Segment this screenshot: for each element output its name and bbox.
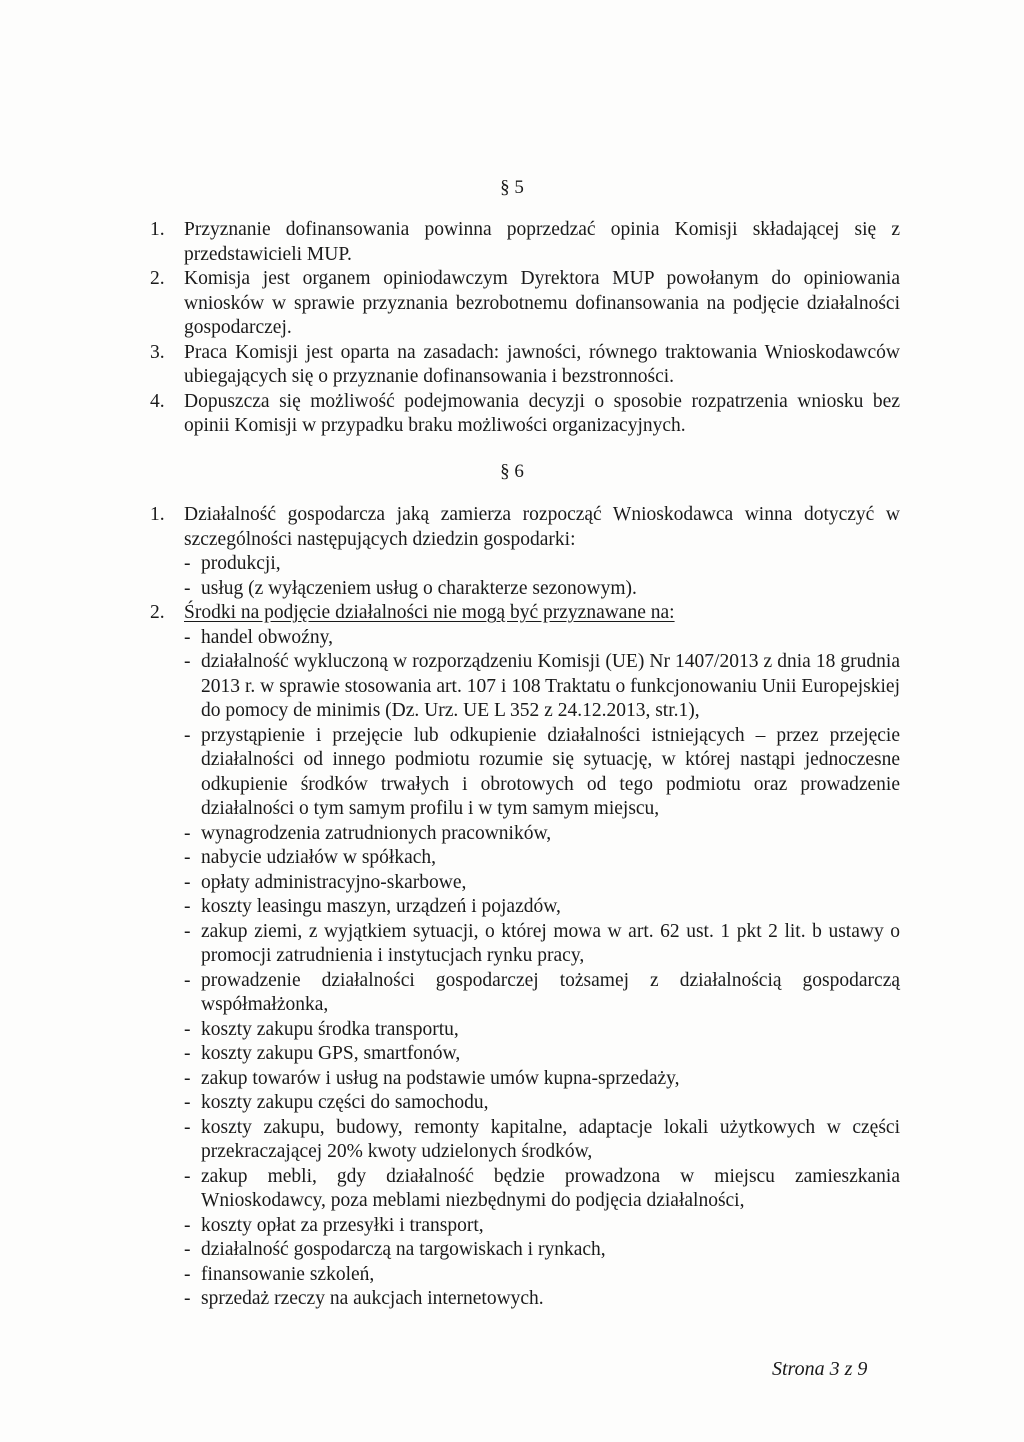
dash-item: - wynagrodzenia zatrudnionych pracowników,: [184, 822, 900, 847]
dash-item-text: finansowanie szkoleń,: [201, 1263, 375, 1285]
dash-item-text: koszty leasingu maszyn, urządzeń i pojazdów,: [201, 896, 561, 917]
section-5-title: § 5: [500, 177, 524, 198]
dash-item-text: koszty opłat za przesyłki i transport,: [201, 1214, 484, 1236]
item-number: 4.: [150, 390, 165, 412]
dash-item: - działalność gospodarczą na targowiskach i rynkach,: [184, 1238, 900, 1263]
dash-item-text: nabycie udziałów w spółkach,: [201, 847, 437, 868]
list-item: [150, 601, 900, 1312]
item-number: 3.: [150, 341, 165, 363]
dash-item: - usług (z wyłączeniem usług o charakterze sezonowym).: [184, 577, 900, 602]
dash-item: - sprzedaż rzeczy na aukcjach internetowych.: [184, 1287, 900, 1312]
dash-item: - koszty opłat za przesyłki i transport,: [184, 1214, 900, 1239]
dash-item-text: handel obwoźny,: [201, 626, 333, 648]
dash-item-text: zakup towarów i usług na podstawie umów kupna-sprzedaży,: [201, 1067, 680, 1089]
dash-item: - zakup towarów i usług na podstawie umów kupna-sprzedaży,: [184, 1067, 900, 1092]
dash-item-text: koszty zakupu części do samochodu,: [201, 1092, 489, 1113]
dash-item-text: koszty zakupu środka transportu,: [201, 1018, 459, 1040]
dash-item: - koszty zakupu GPS, smartfonów,: [184, 1042, 900, 1067]
dash-item-text: sprzedaż rzeczy na aukcjach internetowych.: [201, 1288, 544, 1309]
section-5-list: [150, 218, 900, 439]
item-number: 1.: [150, 219, 165, 240]
list-item: [150, 218, 900, 267]
dash-item-text: działalność wykluczoną w rozporządzeniu Komisji (UE) Nr 1407/2013 z dnia 18 grudnia 2013 r. w sprawie stosowania art. 107 i 108 Traktatu o funkcjonowaniu Unii Europejskiej do pomocy de minimis (Dz. Urz. UE L 352 z 24.12.2013, str.1),: [201, 651, 900, 721]
page-number: Strona 3 z 9: [772, 1358, 868, 1380]
dash-item: - prowadzenie działalności gospodarczej tożsamej z działalnością gospodarczą współmałżonka,: [184, 969, 900, 1018]
dash-item: - koszty zakupu części do samochodu,: [184, 1091, 900, 1116]
item-text: Praca Komisji jest oparta na zasadach: jawności, równego traktowania Wnioskodawców ubiegających się o przyznanie dofinansowania i bezstronności.: [184, 341, 900, 387]
dash-item-text: zakup mebli, gdy działalność będzie prowadzona w miejscu zamieszkania Wnioskodawcy, poza meblami niezbędnymi do podjęcia działalności,: [201, 1165, 900, 1211]
dash-item-text: działalność gospodarczą na targowiskach i rynkach,: [201, 1239, 606, 1260]
dash-item-text: koszty zakupu GPS, smartfonów,: [201, 1043, 461, 1064]
dash-list: [184, 552, 900, 601]
dash-item: - finansowanie szkoleń,: [184, 1263, 900, 1288]
item-number: 1.: [150, 504, 165, 525]
dash-item: - koszty zakupu środka transportu,: [184, 1018, 900, 1043]
item-text: Działalność gospodarcza jaką zamierza rozpocząć Wnioskodawca winna dotyczyć w szczególności następujących dziedzin gospodarki:: [184, 504, 900, 550]
dash-item-text: przystąpienie i przejęcie lub odkupienie działalności istniejących – przez przejęcie działalności od innego podmiotu rozumie się sytuację, w której nastąpi jednoczesne odkupienie środków trwałych i obrotowych od tego podmiotu oraz prowadzenie działalności o tym samym profilu i w tym samym miejscu,: [201, 724, 900, 819]
dash-item-text: koszty zakupu, budowy, remonty kapitalne, adaptacje lokali użytkowych w części przekraczającej 20% kwoty udzielonych środków,: [201, 1116, 900, 1162]
item-number: 2.: [150, 268, 165, 289]
dash-item: - zakup mebli, gdy działalność będzie prowadzona w miejscu zamieszkania Wnioskodawcy, poza meblami niezbędnymi do podjęcia działalności,: [184, 1165, 900, 1214]
item-text: Przyznanie dofinansowania powinna poprzedzać opinia Komisji składającej się z przedstawicieli MUP.: [184, 219, 900, 265]
item-text: Komisja jest organem opiniodawczym Dyrektora MUP powołanym do opiniowania wniosków w sprawie przyznania bezrobotnemu dofinansowania na podjęcie działalności gospodarczej.: [184, 268, 900, 338]
list-item: [150, 503, 900, 601]
dash-item: - produkcji,: [184, 552, 900, 577]
item-text: Dopuszcza się możliwość podejmowania decyzji o sposobie rozpatrzenia wniosku bez opinii Komisji w przypadku braku możliwości organizacyjnych.: [184, 390, 900, 436]
section-6-title: § 6: [500, 461, 524, 482]
item-text: Środki na podjęcie działalności nie mogą być przyznawane na:: [184, 602, 675, 623]
dash-item-text: zakup ziemi, z wyjątkiem sytuacji, o której mowa w art. 62 ust. 1 pkt 2 lit. b ustawy o promocji zatrudnienia i instytucjach rynku pracy,: [201, 920, 900, 966]
list-item: [150, 390, 900, 439]
dash-item: - zakup ziemi, z wyjątkiem sytuacji, o której mowa w art. 62 ust. 1 pkt 2 lit. b ustawy o promocji zatrudnienia i instytucjach rynku pracy,: [184, 920, 900, 969]
list-item: [150, 341, 900, 390]
dash-item: - koszty leasingu maszyn, urządzeń i pojazdów,: [184, 895, 900, 920]
dash-item: - nabycie udziałów w spółkach,: [184, 846, 900, 871]
dash-list: [184, 626, 900, 1312]
dash-item-text: produkcji,: [201, 553, 281, 574]
dash-item-text: opłaty administracyjno-skarbowe,: [201, 871, 467, 893]
dash-item-text: prowadzenie działalności gospodarczej tożsamej z działalnością gospodarczą współmałżonka,: [201, 969, 900, 1015]
section-6-list: [150, 503, 900, 1312]
dash-item: - opłaty administracyjno-skarbowe,: [184, 871, 900, 896]
dash-item: - handel obwoźny,: [184, 626, 900, 651]
list-item: [150, 267, 900, 341]
dash-item-text: usług (z wyłączeniem usług o charakterze sezonowym).: [201, 577, 637, 599]
dash-item: - przystąpienie i przejęcie lub odkupienie działalności istniejących – przez przejęcie działalności od innego podmiotu rozumie się sytuację, w której nastąpi jednoczesne odkupienie środków trwałych i obrotowych od tego podmiotu oraz prowadzenie działalności o tym samym profilu i w tym samym miejscu,: [184, 724, 900, 822]
dash-item: - działalność wykluczoną w rozporządzeniu Komisji (UE) Nr 1407/2013 z dnia 18 grudnia 2013 r. w sprawie stosowania art. 107 i 108 Traktatu o funkcjonowaniu Unii Europejskiej do pomocy de minimis (Dz. Urz. UE L 352 z 24.12.2013, str.1),: [184, 650, 900, 724]
dash-item-text: wynagrodzenia zatrudnionych pracowników,: [201, 822, 552, 844]
item-number: 2.: [150, 602, 165, 623]
dash-item: - koszty zakupu, budowy, remonty kapitalne, adaptacje lokali użytkowych w części przekraczającej 20% kwoty udzielonych środków,: [184, 1116, 900, 1165]
